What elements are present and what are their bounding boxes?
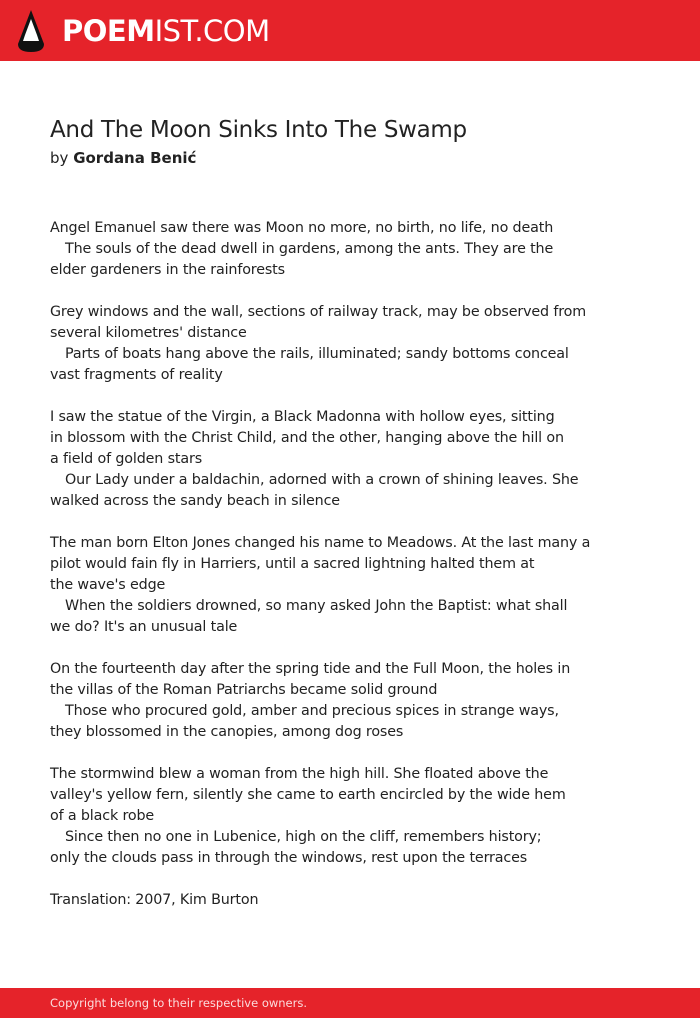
stanza-gap bbox=[50, 869, 610, 890]
site-footer bbox=[0, 988, 700, 1018]
copyright-text: Copyright belong to their respective owners. bbox=[50, 996, 308, 1010]
poem-line: The stormwind blew a woman from the high hill. She floated above the bbox=[50, 766, 549, 782]
poem-line: The souls of the dead dwell in gardens, among the ants. They are the bbox=[65, 241, 554, 257]
poem-line: vast fragments of reality bbox=[50, 367, 223, 383]
poem-line: On the fourteenth day after the spring tide and the Full Moon, the holes in bbox=[50, 661, 571, 677]
site-logo[interactable] bbox=[62, 12, 270, 50]
poem-line: in blossom with the Christ Child, and the other, hanging above the hill on bbox=[50, 430, 564, 446]
stanza-gap bbox=[50, 281, 610, 302]
byline bbox=[50, 149, 196, 167]
poem-title: And The Moon Sinks Into The Swamp bbox=[50, 117, 467, 143]
stanza-gap bbox=[50, 512, 610, 533]
poem-line: they blossomed in the canopies, among dog roses bbox=[50, 724, 404, 740]
poem-line: a field of golden stars bbox=[50, 451, 202, 467]
poem-line: Those who procured gold, amber and precious spices in strange ways, bbox=[65, 703, 559, 719]
poem-line: I saw the statue of the Virgin, a Black Madonna with hollow eyes, sitting bbox=[50, 409, 555, 425]
poem-line: we do? It's an unusual tale bbox=[50, 619, 238, 635]
stanza-gap bbox=[50, 743, 610, 764]
poem-line: Grey windows and the wall, sections of railway track, may be observed from bbox=[50, 304, 587, 320]
poem-line: elder gardeners in the rainforests bbox=[50, 262, 285, 278]
poem-line: only the clouds pass in through the windows, rest upon the terraces bbox=[50, 850, 528, 866]
poem-line: When the soldiers drowned, so many asked John the Baptist: what shall bbox=[65, 598, 568, 614]
site-header bbox=[0, 0, 700, 61]
poem-line: Parts of boats hang above the rails, illuminated; sandy bottoms conceal bbox=[65, 346, 569, 362]
poem-line: valley's yellow fern, silently she came to earth encircled by the wide hem bbox=[50, 787, 566, 803]
logo-light-text: IST.COM bbox=[154, 14, 270, 48]
poem-line: pilot would fain fly in Harriers, until a sacred lightning halted them at bbox=[50, 556, 535, 572]
poem-body bbox=[50, 218, 610, 911]
logo-bold-text: POEM bbox=[62, 14, 155, 48]
by-label: by bbox=[50, 149, 69, 167]
author-name[interactable]: Gordana Benić bbox=[73, 149, 197, 167]
poem-line: of a black robe bbox=[50, 808, 155, 824]
poem-line: the wave's edge bbox=[50, 577, 166, 593]
poem-line: the villas of the Roman Patriarchs became solid ground bbox=[50, 682, 438, 698]
poem-line: Our Lady under a baldachin, adorned with a crown of shining leaves. She bbox=[65, 472, 579, 488]
stanza-gap bbox=[50, 386, 610, 407]
poem-line: walked across the sandy beach in silence bbox=[50, 493, 340, 509]
poem-line: Since then no one in Lubenice, high on the cliff, remembers history; bbox=[65, 829, 542, 845]
poem-line: Translation: 2007, Kim Burton bbox=[50, 892, 259, 908]
pencil-tip-icon[interactable] bbox=[18, 10, 44, 52]
stanza-gap bbox=[50, 638, 610, 659]
poem-line: several kilometres' distance bbox=[50, 325, 247, 341]
poem-line: The man born Elton Jones changed his name to Meadows. At the last many a bbox=[50, 535, 591, 551]
poem-line: Angel Emanuel saw there was Moon no more, no birth, no life, no death bbox=[50, 220, 554, 236]
